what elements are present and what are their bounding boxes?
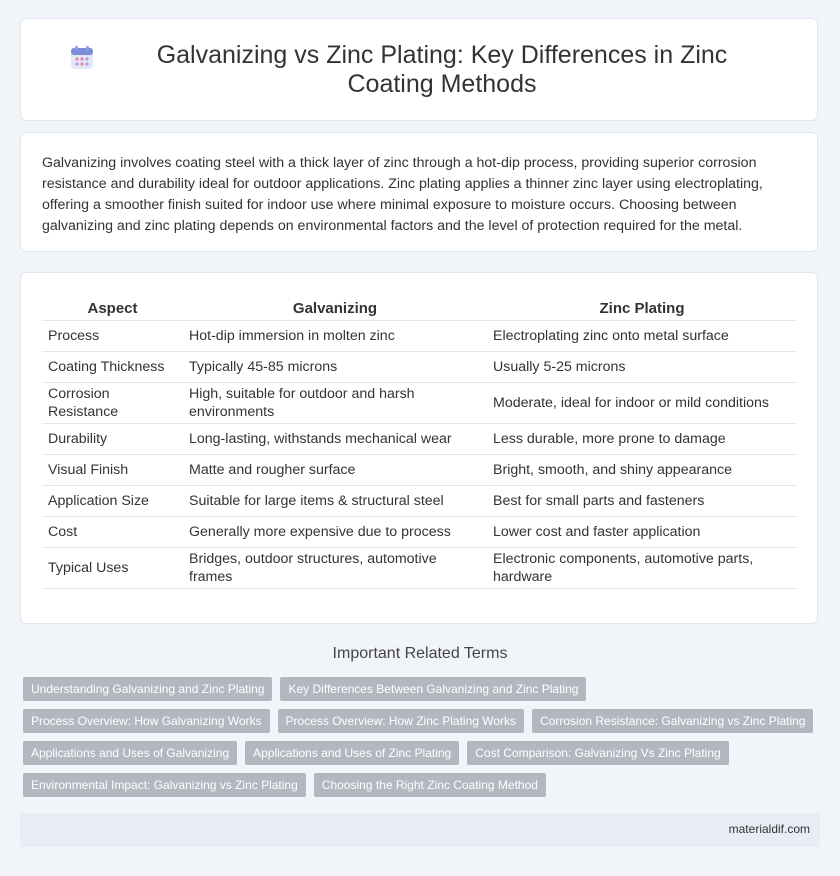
related-term-link[interactable]: Applications and Uses of Zinc Plating bbox=[245, 741, 459, 765]
table-row bbox=[42, 548, 797, 589]
related-term-link[interactable]: Cost Comparison: Galvanizing Vs Zinc Plating bbox=[467, 741, 728, 765]
related-terms-list bbox=[23, 677, 813, 805]
related-term-link[interactable]: Corrosion Resistance: Galvanizing vs Zinc Plating bbox=[532, 709, 813, 733]
title-card bbox=[20, 18, 818, 121]
table-row bbox=[42, 517, 797, 548]
table-cell: Process bbox=[42, 321, 183, 352]
table-cell: Moderate, ideal for indoor or mild conditions bbox=[487, 383, 797, 424]
related-term-link[interactable]: Environmental Impact: Galvanizing vs Zinc Plating bbox=[23, 773, 306, 797]
related-term-link[interactable]: Process Overview: How Zinc Plating Works bbox=[278, 709, 525, 733]
table-row bbox=[42, 455, 797, 486]
intro-card bbox=[20, 132, 818, 252]
comparison-table-card bbox=[20, 272, 818, 624]
table-cell: Durability bbox=[42, 424, 183, 455]
tag-row bbox=[23, 773, 813, 797]
table-cell: Generally more expensive due to process bbox=[183, 517, 487, 548]
table-row bbox=[42, 321, 797, 352]
title-wrap bbox=[69, 41, 769, 99]
table-header-row bbox=[42, 296, 797, 321]
table-cell: Suitable for large items & structural steel bbox=[183, 486, 487, 517]
table-cell: Coating Thickness bbox=[42, 352, 183, 383]
table-cell: Electronic components, automotive parts, hardware bbox=[487, 548, 797, 589]
page-title: Galvanizing vs Zinc Plating: Key Differences in Zinc Coating Methods bbox=[156, 40, 728, 98]
table-cell: Hot-dip immersion in molten zinc bbox=[183, 321, 487, 352]
header-aspect: Aspect bbox=[42, 296, 183, 321]
table-cell: Lower cost and faster application bbox=[487, 517, 797, 548]
table-row bbox=[42, 352, 797, 383]
comparison-table bbox=[42, 296, 797, 589]
intro-paragraph: Galvanizing involves coating steel with a thick layer of zinc through a hot-dip process, providing superior corrosion resistance and durability ideal for outdoor applications. Zinc plating applies a thinner zinc layer using electroplating, offering a smoother finish suited for indoor use where minimal exposure to moisture occurs. Choosing between galvanizing and zinc plating depends on environmental factors and the level of protection required for the metal. bbox=[42, 155, 763, 234]
table-cell: Bright, smooth, and shiny appearance bbox=[487, 455, 797, 486]
table-cell: Usually 5-25 microns bbox=[487, 352, 797, 383]
table-row bbox=[42, 486, 797, 517]
table-cell: Bridges, outdoor structures, automotive frames bbox=[183, 548, 487, 589]
table-cell: Cost bbox=[42, 517, 183, 548]
table-cell: Electroplating zinc onto metal surface bbox=[487, 321, 797, 352]
related-term-link[interactable]: Process Overview: How Galvanizing Works bbox=[23, 709, 270, 733]
related-term-link[interactable]: Applications and Uses of Galvanizing bbox=[23, 741, 237, 765]
table-cell: Typical Uses bbox=[42, 548, 183, 589]
table-cell: Less durable, more prone to damage bbox=[487, 424, 797, 455]
table-cell: Application Size bbox=[42, 486, 183, 517]
footer-bar bbox=[20, 813, 820, 847]
table-row bbox=[42, 424, 797, 455]
table-cell: Corrosion Resistance bbox=[42, 383, 183, 424]
table-cell: Visual Finish bbox=[42, 455, 183, 486]
table-cell: Typically 45-85 microns bbox=[183, 352, 487, 383]
tag-row bbox=[23, 677, 813, 701]
header-zinc-plating: Zinc Plating bbox=[487, 296, 797, 321]
tag-row bbox=[23, 741, 813, 765]
related-terms-title: Important Related Terms bbox=[332, 645, 508, 662]
calendar-icon bbox=[69, 45, 95, 71]
table-cell: Long-lasting, withstands mechanical wear bbox=[183, 424, 487, 455]
table-cell: High, suitable for outdoor and harsh environments bbox=[183, 383, 487, 424]
table-cell: Matte and rougher surface bbox=[183, 455, 487, 486]
table-row bbox=[42, 383, 797, 424]
related-term-link[interactable]: Understanding Galvanizing and Zinc Plating bbox=[23, 677, 272, 701]
related-term-link[interactable]: Key Differences Between Galvanizing and Zinc Plating bbox=[280, 677, 586, 701]
tag-row bbox=[23, 709, 813, 733]
table-cell: Best for small parts and fasteners bbox=[487, 486, 797, 517]
related-term-link[interactable]: Choosing the Right Zinc Coating Method bbox=[314, 773, 546, 797]
footer-site-link[interactable]: materialdif.com bbox=[728, 822, 810, 836]
header-galvanizing: Galvanizing bbox=[183, 296, 487, 321]
